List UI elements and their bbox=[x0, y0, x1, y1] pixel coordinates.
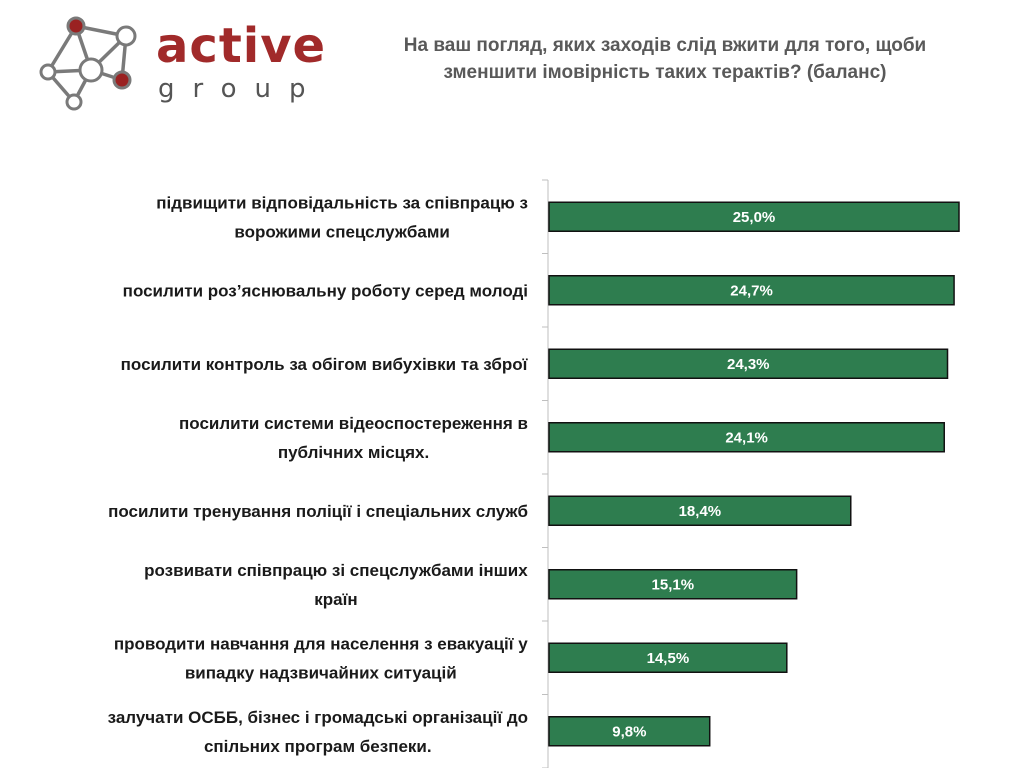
logo-subtitle: group bbox=[158, 74, 324, 104]
category-label-line: публічних місцях. bbox=[277, 442, 430, 462]
value-label-4: 18,4% bbox=[678, 502, 722, 520]
category-label-line: проводити навчання для населення з евакуації у bbox=[113, 634, 528, 654]
value-label-1: 24,7% bbox=[730, 282, 773, 300]
value-label-3: 24,1% bbox=[725, 429, 768, 447]
question-line-1: На ваш погляд, яких заходів слід вжити для того, щоби bbox=[403, 35, 927, 56]
category-label-line: спільних програм безпеки. bbox=[203, 736, 432, 756]
category-label-0 bbox=[156, 193, 528, 241]
category-label-4 bbox=[108, 502, 528, 521]
category-label-line: розвивати співпрацю зі спецслужбами інших bbox=[144, 560, 528, 580]
value-label-2: 24,3% bbox=[726, 355, 770, 373]
value-label-5: 15,1% bbox=[651, 576, 695, 594]
value-label-0: 25,0% bbox=[732, 208, 776, 226]
category-label-line: ворожими спецслужбами bbox=[234, 222, 450, 242]
category-label-line: випадку надзвичайних ситуацій bbox=[184, 663, 457, 683]
category-label-line: підвищити відповідальність за співпрацю з bbox=[156, 193, 528, 213]
category-label-5 bbox=[144, 561, 528, 609]
category-label-6 bbox=[114, 634, 528, 682]
category-label-2 bbox=[121, 355, 529, 374]
category-label-line: країн bbox=[314, 589, 358, 609]
category-label-line: посилити системи відеоспостереження в bbox=[179, 413, 528, 433]
logo-wordmark: active bbox=[156, 18, 327, 74]
category-label-3 bbox=[179, 414, 528, 462]
value-label-6: 14,5% bbox=[646, 649, 690, 667]
category-label-line: залучати ОСББ, бізнес і громадські організації до bbox=[107, 707, 528, 727]
value-label-7: 9,8% bbox=[612, 723, 647, 741]
category-label-7 bbox=[108, 708, 528, 756]
category-label-line: посилити роз’яснювальну роботу серед молоді bbox=[122, 281, 528, 301]
question-line-2: зменшити імовірність таких терактів? (баланс) bbox=[443, 62, 887, 83]
category-label-line: посилити контроль за обігом вибухівки та зброї bbox=[120, 354, 528, 374]
category-label-line: посилити тренування поліції і спеціальних служб bbox=[108, 501, 528, 521]
category-label-1 bbox=[123, 281, 528, 300]
